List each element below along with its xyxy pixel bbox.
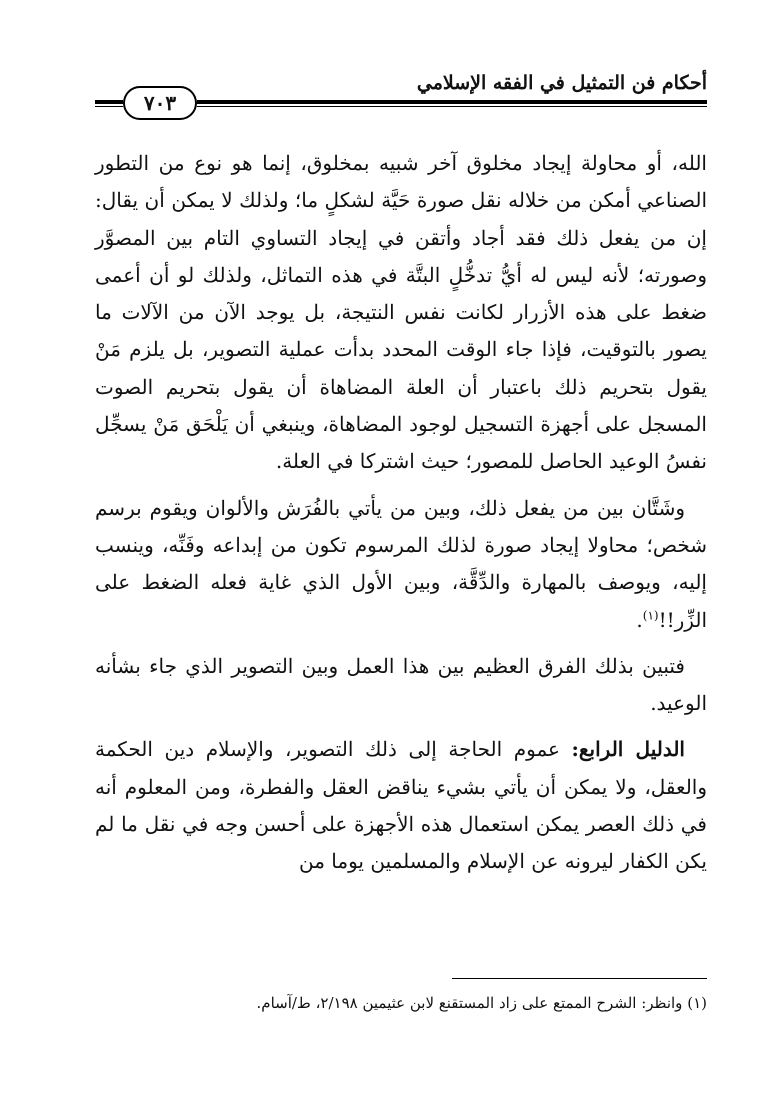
paragraph-2-text: وشَتَّان بين من يفعل ذلك، وبين من يأتي بالفُرَش والألوان ويقوم برسم شخص؛ محاولا إيجاد صورة لذلك المرسوم تكون من إبداعه وفَنِّه، وينسب إليه، ويوصف بالمهارة والدِّقَّة، وبين الأول الذي غاية فعله الضغط على الزِّر!! [95,495,708,632]
paragraph-2: وشَتَّان بين من يفعل ذلك، وبين من يأتي بالفُرَش والألوان ويقوم برسم شخص؛ محاولا إيجاد صورة لذلك المرسوم تكون من إبداعه وفَنِّه، وينسب إليه، ويوصف بالمهارة والدِّقَّة، وبين الأول الذي غاية فعله الضغط على الزِّر!!$^{(١)}$. [95,495,708,632]
evidence-text: عموم الحاجة إلى ذلك التصوير، والإسلام دين الحكمة والعقل، ولا يمكن أن يأتي بشيء يناقض العقل والفطرة، ومن المعلوم أنه في ذلك العصر يمكن استعمال هذه الأجهزة على أحسن وجه في نقل ما لم يكن الكفار ليرونه عن الإسلام والمسلمين يوما من [95,737,707,874]
header-rule-left-thin [95,106,123,107]
footnote-ref: (١) [642,607,659,622]
header-rule-thin [197,106,707,107]
header-rule-thick [197,100,707,104]
page-header [95,72,707,132]
footnote-text: وانظر: الشرح الممتع على زاد المستقنع لابن عثيمين ٢/١٩٨، ط/آسام. [256,994,683,1012]
main-text [95,145,707,881]
evidence-label: الدليل الرابع: [571,737,685,762]
footnote-number: (١) [687,994,707,1012]
footnote-separator [452,978,707,979]
paragraph-3: فتبين بذلك الفرق العظيم بين هذا العمل وبين التصوير الذي جاء بشأنه الوعيد. [95,653,707,716]
running-title: أحكام فن التمثيل في الفقه الإسلامي [416,72,707,94]
paragraph-4 [95,731,707,880]
header-rule-left-thick [95,100,123,104]
page-number: ٧٠٣ [123,86,197,120]
paragraph-1: الله، أو محاولة إيجاد مخلوق آخر شبيه بمخلوق، إنما هو نوع من التطور الصناعي أمكن من خلاله نقل صورة حَيَّة لشكلٍ ما؛ ولذلك لا يمكن أن يقال: إن من يفعل ذلك فقد أجاد وأتقن في إيجاد التساوي التام بين المصوَّر وصورته؛ لأنه ليس له أيُّ تدخُّلٍ البتَّة في هذه التماثل، ولذلك لو أن أعمى ضغط على هذه الأزرار لكانت نفس النتيجة، بل يوجد الآن من الآلات ما يصور بالتوقيت، فإذا جاء الوقت المحدد بدأت عملية التصوير، بل يلزم مَنْ يقول بتحريم ذلك باعتبار أن العلة المضاهاة أن يقول بتحريم الصوت المسجل على أجهزة التسجيل لوجود المضاهاة، وينبغي أن يَلْحَق مَنْ يسجِّل نفسُ الوعيد الحاصل للمصور؛ حيث اشتركا في العلة. [95,151,708,474]
footnote [95,992,707,1014]
